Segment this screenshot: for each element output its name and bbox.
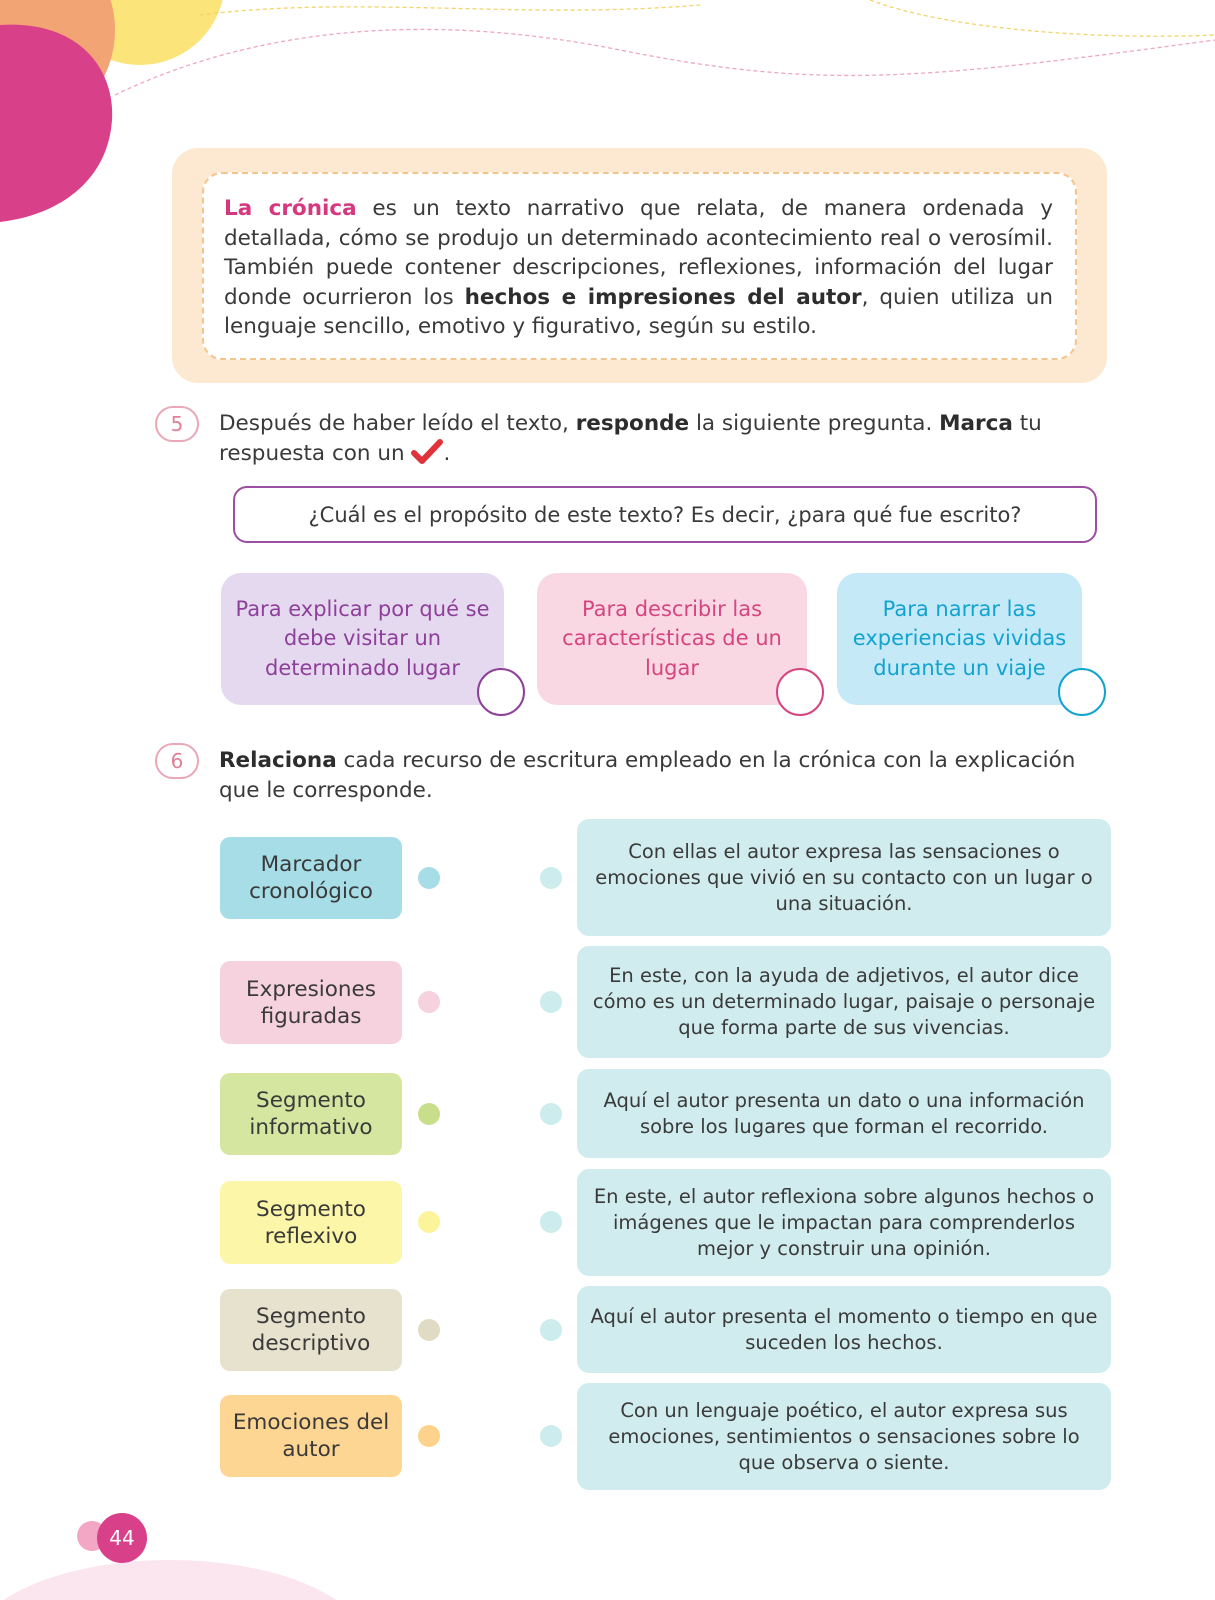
explanation-connector-dot[interactable]: [540, 1211, 562, 1233]
pink-blob: [0, 25, 112, 222]
resource-connector-dot[interactable]: [418, 1425, 440, 1447]
explanation-5: Aquí el autor presenta el momento o tiempo en que suceden los hechos.: [577, 1286, 1111, 1373]
explanation-connector-dot[interactable]: [540, 1425, 562, 1447]
option-explain-check-circle[interactable]: [477, 668, 525, 716]
yellow-blob: [55, 0, 225, 65]
explanation-connector-dot[interactable]: [540, 1103, 562, 1125]
option-explain[interactable]: [221, 573, 504, 705]
resource-connector-dot[interactable]: [418, 1103, 440, 1125]
option-explain-label: Para explicar por qué se debe visitar un determinado lugar: [235, 596, 490, 680]
dashed-wave-yellow: [200, 5, 700, 15]
resource-connector-dot[interactable]: [418, 867, 440, 889]
question-5-number: 5: [155, 406, 199, 442]
option-describe-check-circle[interactable]: [776, 668, 824, 716]
explanation-connector-dot[interactable]: [540, 991, 562, 1013]
resource-emociones-del-autor: Emociones del autor: [220, 1395, 402, 1477]
definition-part-2: , quien utiliza un lenguaje sencillo, emotivo y figurativo, según su estilo.: [224, 284, 1053, 339]
dashed-wave-pink: [115, 29, 1215, 95]
explanation-2: En este, con la ayuda de adjetivos, el autor dice cómo es un determinado lugar, paisaje o personaje que forma parte de sus vivencias.: [577, 946, 1111, 1058]
definition-term: La crónica: [224, 196, 357, 221]
q5-part-2: la siguiente pregunta.: [689, 411, 940, 436]
q6-text: cada recurso de escritura empleado en la crónica con la explicación que le corresponde.: [219, 748, 1076, 803]
question-6-instructions: [219, 746, 1099, 805]
resource-connector-dot[interactable]: [418, 1319, 440, 1341]
explanation-6: Con un lenguaje poético, el autor expresa sus emociones, sentimientos o sensaciones sobre lo que observa o siente.: [577, 1383, 1111, 1490]
resource-marcador-cronologico: Marcador cronológico: [220, 837, 402, 919]
resource-segmento-informativo: Segmento informativo: [220, 1073, 402, 1155]
resource-connector-dot[interactable]: [418, 1211, 440, 1233]
checkmark-icon: [411, 439, 443, 465]
q6-bold: Relaciona: [219, 748, 337, 773]
option-describe[interactable]: [537, 573, 807, 705]
option-narrate-label: Para narrar las experiencias vividas durante un viaje: [852, 596, 1067, 680]
q5-part-3: tu respuesta con un: [219, 411, 1042, 466]
definition-text: [202, 172, 1077, 360]
resource-segmento-reflexivo: Segmento reflexivo: [220, 1181, 402, 1264]
q5-bold-2: Marca: [939, 411, 1013, 436]
definition-bold: hechos e impresiones del autor: [464, 284, 862, 310]
dashed-wave-yellow-right: [870, 0, 1215, 36]
resource-segmento-descriptivo: Segmento descriptivo: [220, 1289, 402, 1371]
explanation-connector-dot[interactable]: [540, 1319, 562, 1341]
question-6-number: 6: [155, 743, 199, 779]
explanation-connector-dot[interactable]: [540, 867, 562, 889]
q5-bold-1: responde: [575, 411, 690, 436]
option-narrate-check-circle[interactable]: [1058, 668, 1106, 716]
option-narrate[interactable]: [837, 573, 1082, 705]
option-describe-label: Para describir las características de un lugar: [562, 596, 782, 680]
explanation-3: Aquí el autor presenta un dato o una información sobre los lugares que forman el recorrido.: [577, 1069, 1111, 1158]
q5-part-4: .: [443, 440, 451, 466]
question-5-instructions: [219, 409, 1099, 468]
purpose-question: ¿Cuál es el propósito de este texto? Es decir, ¿para qué fue escrito?: [233, 486, 1097, 543]
page-number: 44: [97, 1513, 147, 1563]
explanation-4: En este, el autor reflexiona sobre algunos hechos o imágenes que le impactan para comprenderlos mejor y construir una opinión.: [577, 1169, 1111, 1276]
resource-connector-dot[interactable]: [418, 991, 440, 1013]
explanation-1: Con ellas el autor expresa las sensaciones o emociones que vivió en su contacto con un lugar o una situación.: [577, 819, 1111, 936]
bottom-pink-blob: [0, 1560, 370, 1600]
definition-part-1: es un texto narrativo que relata, de manera ordenada y detallada, cómo se produjo un determinado acontecimiento real o verosímil. También puede contener descripciones, reflexiones, información del lugar donde ocurrieron los: [224, 196, 1053, 310]
q5-part-1: Después de haber leído el texto,: [219, 411, 576, 436]
orange-blob: [0, 0, 115, 135]
resource-expresiones-figuradas: Expresiones figuradas: [220, 961, 402, 1044]
